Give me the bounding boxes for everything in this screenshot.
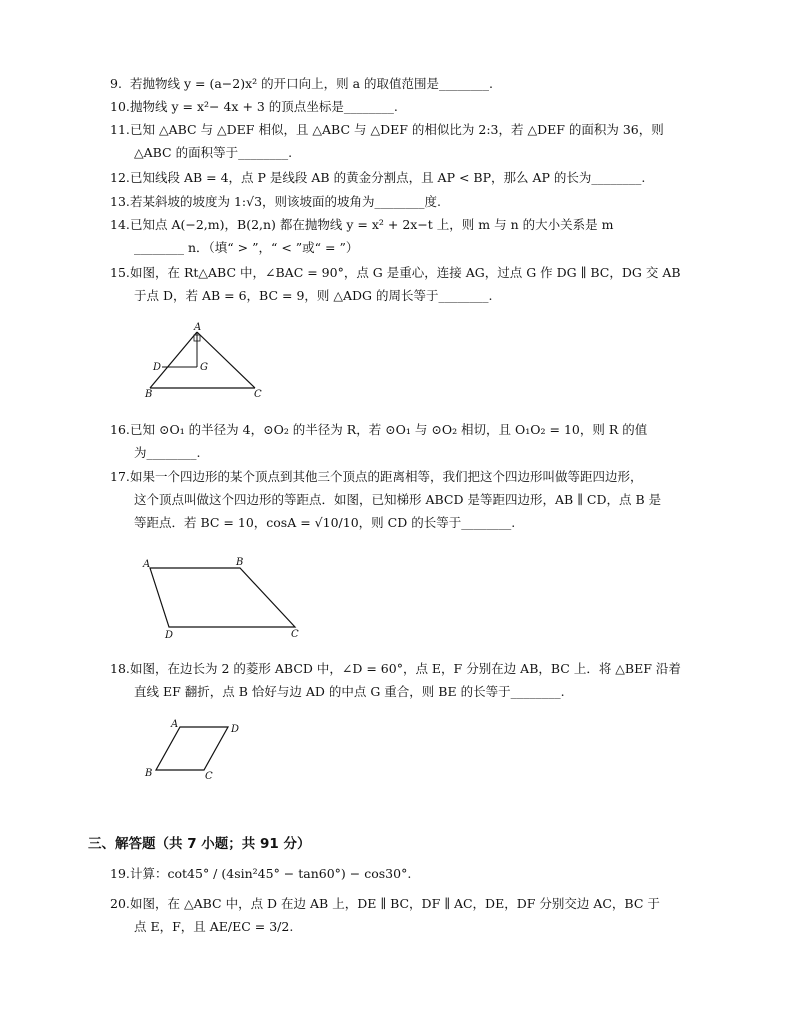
figure-18-label-a: A xyxy=(171,719,179,730)
figure-18-label-c: C xyxy=(205,771,213,782)
figure-17-label-b: B xyxy=(236,557,244,568)
question-19: 19.计算：cot45° / (4sin²45° − tan60°) − cos30°. xyxy=(110,866,412,881)
figure-17-label-c: C xyxy=(291,629,299,640)
figure-15-label-a: A xyxy=(194,322,202,333)
figure-15-label-c: C xyxy=(254,389,262,400)
question-20-text-1: 如图，在 △ABC 中，点 D 在边 AB 上，DE ∥ BC，DF ∥ AC，DE，DF 分别交边 AC，BC 于 xyxy=(130,896,660,911)
question-14-text-2: ________ n．（填“ > ”，“ < ”或“ = ”） xyxy=(134,240,359,255)
question-17: 17.如果一个四边形的某个顶点到其他三个顶点的距离相等，我们把这个四边形叫做等距四边形， 这个顶点叫做这个四边形的等距点．如图，已知梯形 ABCD 是等距四边形，AB ∥ CD，点 B 是 等距点．若 BC = 10，cosA = √10/10，则 CD 的长等于________. xyxy=(110,465,710,534)
figure-15-triangle xyxy=(140,320,270,400)
section-3-heading: 三、解答题（共 7 小题；共 91 分） xyxy=(88,836,311,852)
question-17-text-3: 等距点．若 BC = 10，cosA = √10/10，则 CD 的长等于________. xyxy=(134,515,516,530)
question-20: 20.如图，在 △ABC 中，点 D 在边 AB 上，DE ∥ BC，DF ∥ AC，DE，DF 分别交边 AC，BC 于 点 E，F，且 AE/EC = 3/2. xyxy=(110,892,710,938)
figure-15-label-d: D xyxy=(153,362,162,373)
question-9-text: 若抛物线 y = (a−2)x² 的开口向上，则 a 的取值范围是________. xyxy=(130,76,493,91)
question-18-text-2: 直线 EF 翻折，点 B 恰好与边 AD 的中点 G 重合，则 BE 的长等于________. xyxy=(134,684,565,699)
question-15-text-2: 于点 D，若 AB = 6，BC = 9，则 △ADG 的周长等于________. xyxy=(134,288,493,303)
question-20-text-2: 点 E，F，且 AE/EC = 3/2. xyxy=(134,919,294,934)
question-11-text-1: 已知 △ABC 与 △DEF 相似，且 △ABC 与 △DEF 的相似比为 2:3，若 △DEF 的面积为 36，则 xyxy=(130,122,664,137)
question-18: 18.如图，在边长为 2 的菱形 ABCD 中，∠D = 60°，点 E，F 分别在边 AB，BC 上．将 △BEF 沿着 直线 EF 翻折，点 B 恰好与边 AD 的中点 G 重合，则 BE 的长等于________. xyxy=(110,657,710,703)
question-11: 11.已知 △ABC 与 △DEF 相似，且 △ABC 与 △DEF 的相似比为 2:3，若 △DEF 的面积为 36，则 △ABC 的面积等于________. xyxy=(110,118,710,164)
figure-18-label-b: B xyxy=(145,768,153,779)
figure-17-label-d: D xyxy=(165,630,174,641)
question-16: 16.已知 ⊙O₁ 的半径为 4，⊙O₂ 的半径为 R，若 ⊙O₁ 与 ⊙O₂ 相切，且 O₁O₂ = 10，则 R 的值 为________. xyxy=(110,418,710,464)
figure-17-trapezoid xyxy=(140,555,310,645)
question-16-text-1: 已知 ⊙O₁ 的半径为 4，⊙O₂ 的半径为 R，若 ⊙O₁ 与 ⊙O₂ 相切，且 O₁O₂ = 10，则 R 的值 xyxy=(130,422,648,437)
question-19-text: 计算：cot45° / (4sin²45° − tan60°) − cos30°. xyxy=(130,866,412,881)
question-11-text-2: △ABC 的面积等于________. xyxy=(134,145,293,160)
figure-18-rhombus xyxy=(140,715,250,785)
figure-15-label-b: B xyxy=(145,389,153,400)
question-12: 12.已知线段 AB = 4，点 P 是线段 AB 的黄金分割点，且 AP < BP，那么 AP 的长为________. xyxy=(110,170,646,185)
figure-17-label-a: A xyxy=(143,559,151,570)
question-17-text-2: 这个顶点叫做这个四边形的等距点．如图，已知梯形 ABCD 是等距四边形，AB ∥ CD，点 B 是 xyxy=(134,492,662,507)
question-13-text: 若某斜坡的坡度为 1:√3，则该坡面的坡角为________度. xyxy=(130,194,442,209)
question-17-text-1: 如果一个四边形的某个顶点到其他三个顶点的距离相等，我们把这个四边形叫做等距四边形， xyxy=(130,469,643,484)
question-14-text-1: 已知点 A(−2,m)，B(2,n) 都在抛物线 y = x² + 2x−t 上，则 m 与 n 的大小关系是 m xyxy=(130,217,614,232)
question-18-text-1: 如图，在边长为 2 的菱形 ABCD 中，∠D = 60°，点 E，F 分别在边 AB，BC 上．将 △BEF 沿着 xyxy=(130,661,681,676)
question-9: 9. 若抛物线 y = (a−2)x² 的开口向上，则 a 的取值范围是________. xyxy=(110,76,493,91)
question-12-text: 已知线段 AB = 4，点 P 是线段 AB 的黄金分割点，且 AP < BP，那么 AP 的长为________. xyxy=(130,170,646,185)
question-14: 14.已知点 A(−2,m)，B(2,n) 都在抛物线 y = x² + 2x−t 上，则 m 与 n 的大小关系是 m ________ n．（填“ > ”，“ < ”或“ = ”） xyxy=(110,213,710,259)
figure-15-label-g: G xyxy=(200,362,208,373)
question-16-text-2: 为________. xyxy=(134,445,201,460)
question-10: 10.抛物线 y = x²− 4x + 3 的顶点坐标是________. xyxy=(110,99,398,114)
question-15-text-1: 如图，在 Rt△ABC 中，∠BAC = 90°，点 G 是重心，连接 AG，过点 G 作 DG ∥ BC，DG 交 AB xyxy=(130,265,681,280)
question-15: 15.如图，在 Rt△ABC 中，∠BAC = 90°，点 G 是重心，连接 AG，过点 G 作 DG ∥ BC，DG 交 AB 于点 D，若 AB = 6，BC = 9，则 △ADG 的周长等于________. xyxy=(110,261,710,307)
figure-18-label-d: D xyxy=(231,724,240,735)
question-13: 13.若某斜坡的坡度为 1:√3，则该坡面的坡角为________度. xyxy=(110,194,442,209)
question-10-text: 抛物线 y = x²− 4x + 3 的顶点坐标是________. xyxy=(130,99,398,114)
